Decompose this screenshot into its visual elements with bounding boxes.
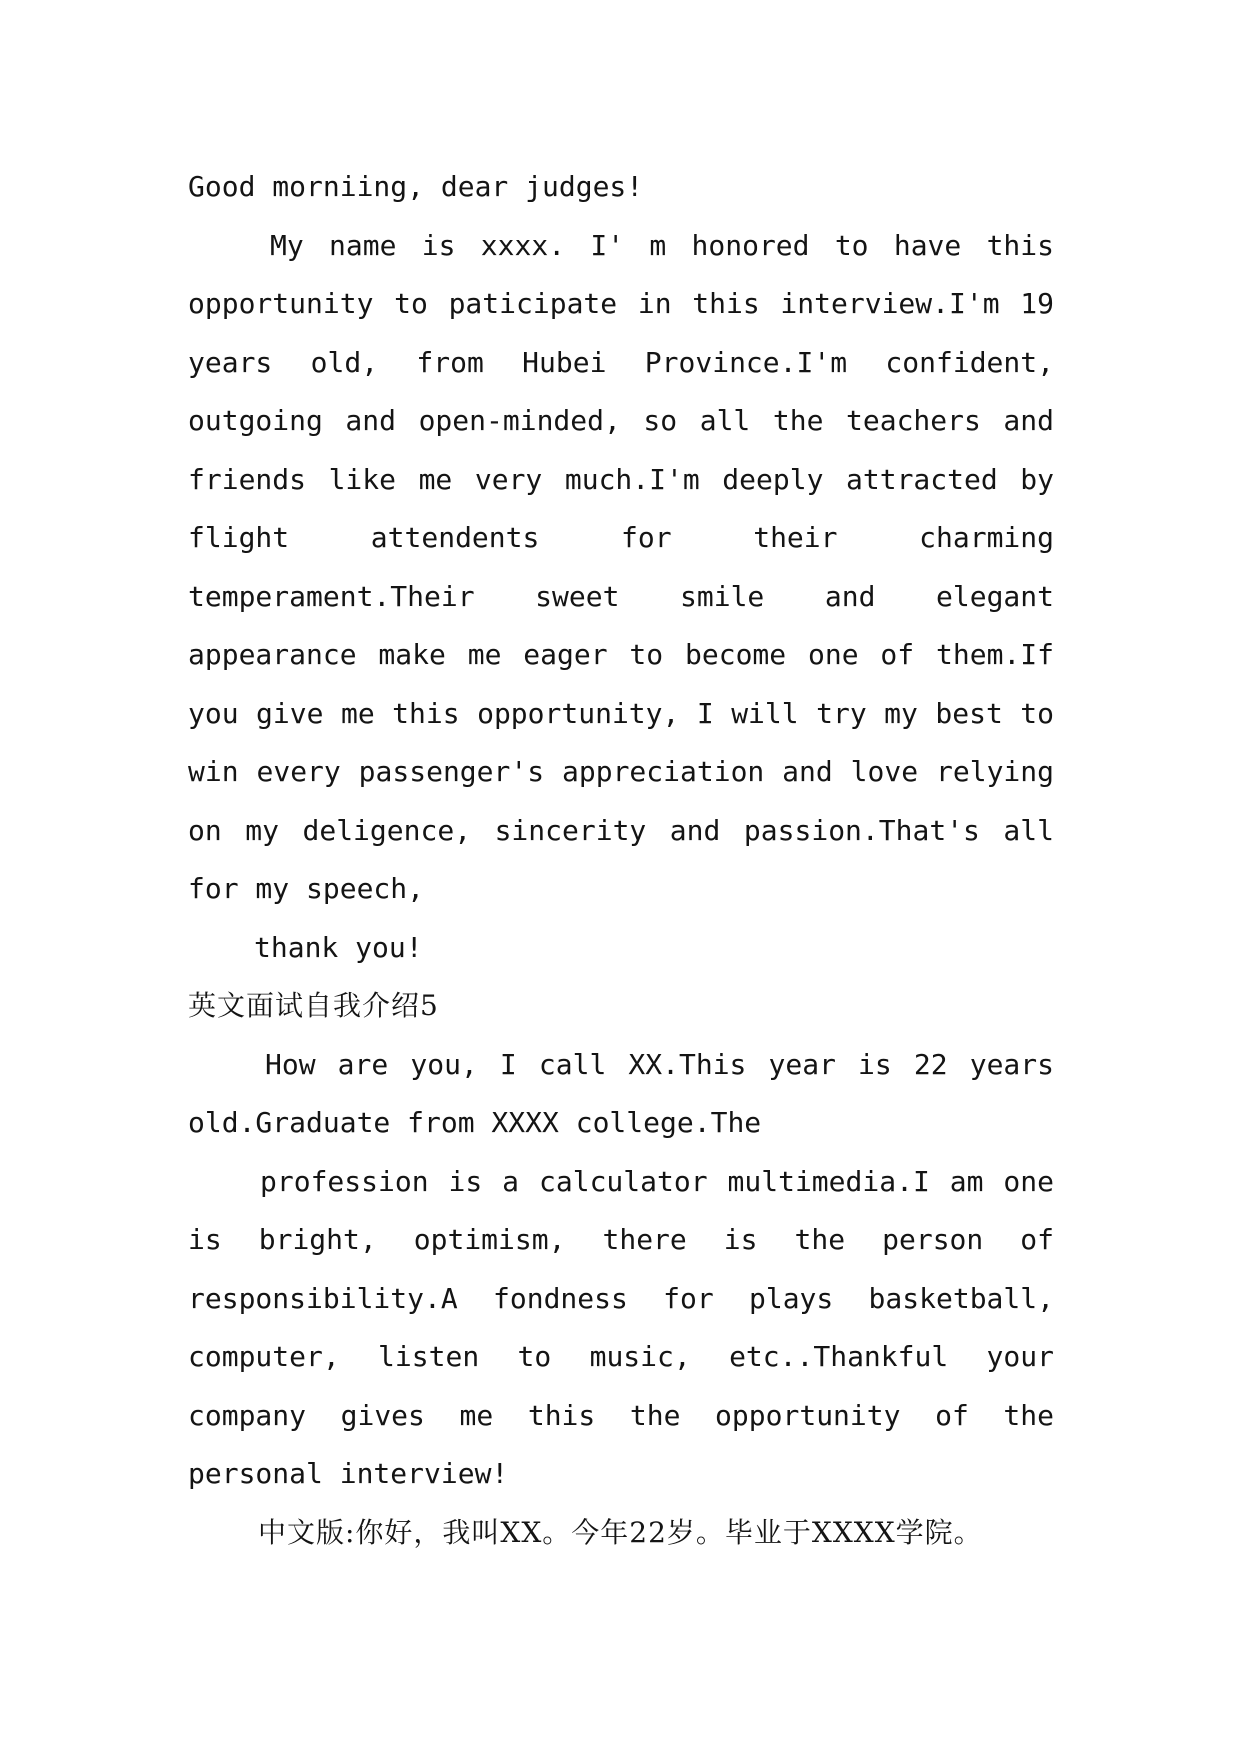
chinese-version-line: 中文版:你好，我叫XX。今年22岁。毕业于XXXX学院。 bbox=[258, 1515, 983, 1549]
paragraph-intro: My name is xxxx. I' m honored to have this opportunity to paticipate in this interview.I'm 19 years old, from Hubei Province.I'm confident, outgoing and open-minded, so all the teachers and friends like me very much.I'm deeply attracted by flight attendents for their charming temperament.Their sweet smile and elegant appearance make me eager to become one of them.If you give me this opportunity, I will try my best to win every passenger's appreciation and love relying on my deligence, sincerity and passion.That's all for my speech, bbox=[188, 228, 1054, 905]
paragraph-profession: profession is a calculator multimedia.I am one is bright, optimism, there is the person of responsibility.A fondness for plays basketball, computer, listen to music, etc..Thankful your company gives me this the opportunity of the personal interview! bbox=[188, 1164, 1054, 1490]
closing-line: thank you! bbox=[254, 930, 423, 964]
paragraph-greeting-2: How are you, I call XX.This year is 22 years old.Graduate from XXXX college.The bbox=[188, 1047, 1054, 1139]
section-heading: 英文面试自我介绍5 bbox=[188, 989, 439, 1022]
greeting: Good morniing, dear judges! bbox=[188, 170, 644, 203]
document-page bbox=[188, 158, 1054, 1562]
